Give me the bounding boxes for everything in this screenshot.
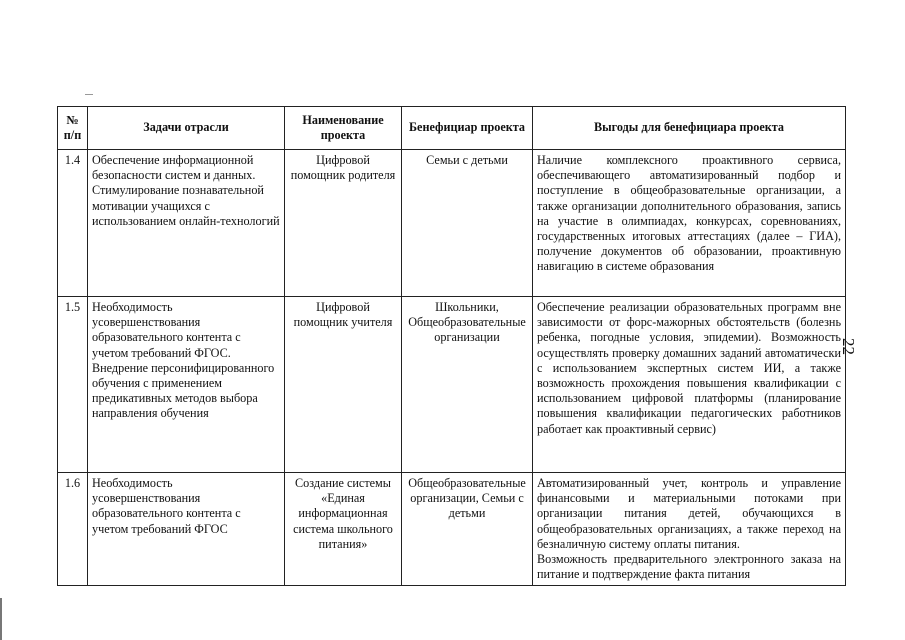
benefit-paragraph: Автоматизированный учет, контроль и управление финансовыми и материальными потоками при организации питания детей, обучающихся в общеобразовательных организациях, а также переход на безналичную систему оплаты питания. <box>537 476 841 551</box>
row-task: Необходимость усовершенствования образовательного контента с учетом требований ФГОС <box>88 473 285 586</box>
row-beneficiary: Семьи с детьми <box>402 150 533 297</box>
row-benefits <box>533 297 846 473</box>
table-row <box>58 150 846 297</box>
header-project: Наименование проекта <box>285 107 402 150</box>
row-num: 1.4 <box>58 150 88 297</box>
table-row <box>58 297 846 473</box>
scan-mark <box>85 94 93 95</box>
row-beneficiary: Общеобразовательные организации, Семьи с детьми <box>402 473 533 586</box>
row-benefits <box>533 150 846 297</box>
row-num: 1.6 <box>58 473 88 586</box>
row-benefits <box>533 473 846 586</box>
header-task: Задачи отрасли <box>88 107 285 150</box>
benefit-paragraph: Обеспечение реализации образовательных программ вне зависимости от форс-мажорных обстоятельств (болезнь ребенка, погодные условия, эпидемии). Возможность осуществлять проверку домашних заданий автоматически с использованием экспертных систем ИИ, а также возможность прохождения повышения квалификации с использованием цифровой платформы (планирование повышения квалификации педагогических работников работает как проактивный сервис) <box>537 300 841 436</box>
benefit-paragraph: Возможность предварительного электронного заказа на питание и подтверждение факта питания <box>537 552 841 582</box>
scan-edge-mark <box>0 598 2 640</box>
table-row <box>58 473 846 586</box>
header-num: № п/п <box>58 107 88 150</box>
row-task: Необходимость усовершенствования образовательного контента с учетом требований ФГОС. Внедрение персонифицированного обучения с применением предикативных методов выбора направления обучения <box>88 297 285 473</box>
row-num: 1.5 <box>58 297 88 473</box>
row-project: Цифровой помощник родителя <box>285 150 402 297</box>
row-task: Обеспечение информационной безопасности систем и данных. Стимулирование познавательной мотивации учащихся с использованием онлайн-технологий <box>88 150 285 297</box>
page-number: 22 <box>839 338 858 355</box>
row-project: Создание системы «Единая информационная система школьного питания» <box>285 473 402 586</box>
benefit-paragraph: Наличие комплексного проактивного сервиса, обеспечивающего автоматизированный подбор и поступление в общеобразовательные организации, а также организации дополнительного образования, запись на участие в олимпиадах, конкурсах, соревнованиях, государственных итоговых аттестациях (далее – ГИА), получение документов об образовании, проактивную навигацию в системе образования <box>537 153 841 274</box>
header-benefits: Выгоды для бенефициара проекта <box>533 107 846 150</box>
row-beneficiary: Школьники, Общеобразовательные организации <box>402 297 533 473</box>
row-project: Цифровой помощник учителя <box>285 297 402 473</box>
projects-table <box>57 106 846 586</box>
table-header-row <box>58 107 846 150</box>
header-beneficiary: Бенефициар проекта <box>402 107 533 150</box>
